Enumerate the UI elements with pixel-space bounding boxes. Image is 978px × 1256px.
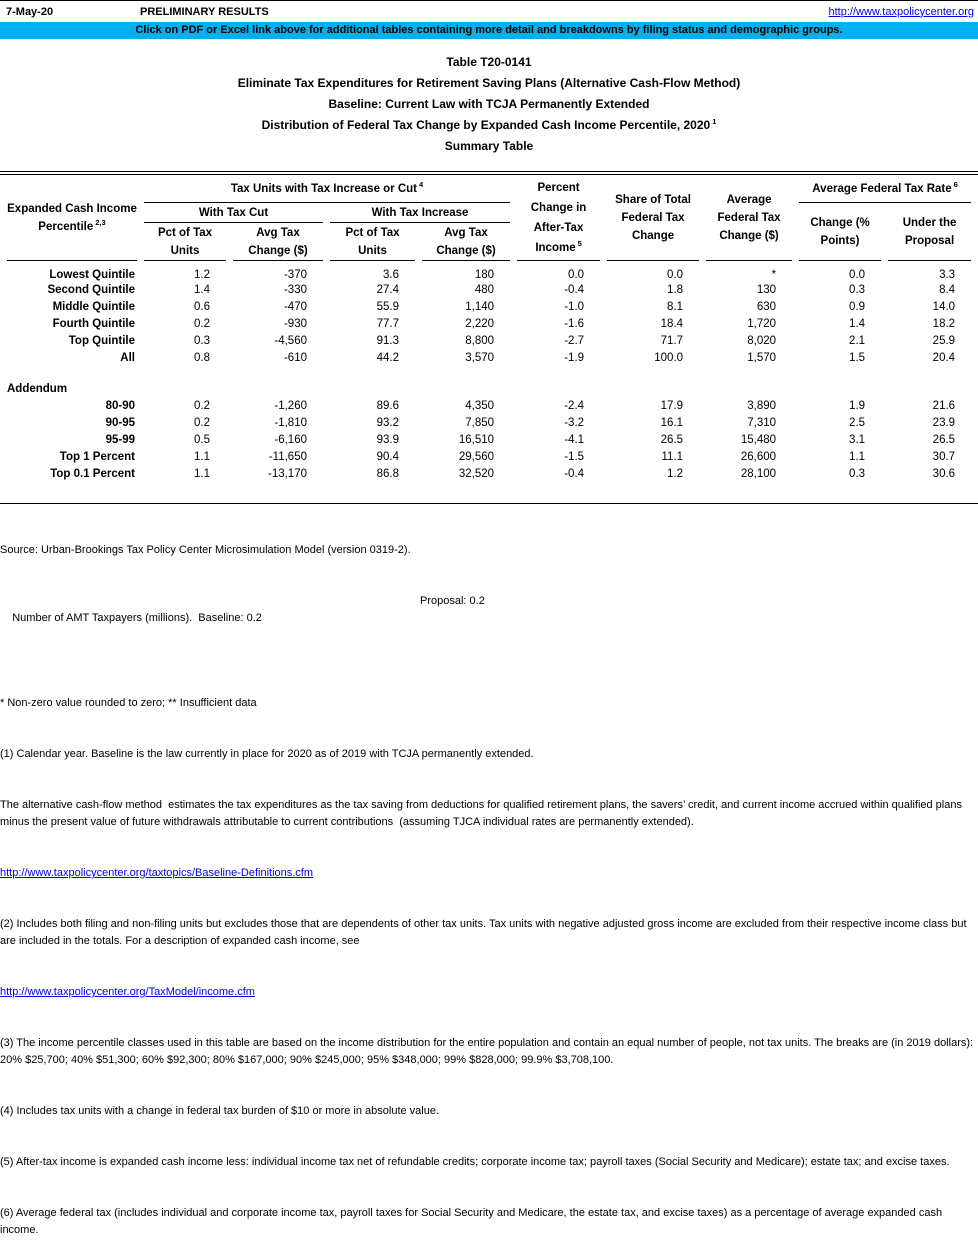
table-number-title: Table T20-0141 [446, 55, 532, 69]
income-definition-link[interactable]: http://www.taxpolicycenter.org/TaxModel/income.cfm [0, 986, 255, 998]
table-cell: 29,560 [458, 450, 495, 463]
addendum-label: Addendum [7, 382, 68, 395]
table-row [7, 349, 971, 366]
col-header-average-federal-tax-change: Average Federal Tax Change ($) [706, 175, 792, 261]
table-cell: 89.6 [376, 399, 399, 412]
table-cell: 0.3 [194, 334, 210, 347]
footnote-ref-6: 6 [953, 179, 958, 189]
table-cell: 1.9 [849, 399, 866, 412]
table-cell: 0.0 [849, 269, 866, 281]
title-block [0, 52, 978, 157]
table-cell: 0.2 [194, 399, 210, 412]
table-cell: 1.1 [849, 450, 866, 463]
table-cell: 20.4 [932, 351, 956, 364]
row-label: Top 1 Percent [59, 450, 135, 463]
table-cell: 26.5 [660, 433, 684, 446]
table-cell: 11.1 [661, 450, 684, 463]
table-cell: -930 [283, 317, 307, 330]
row-label: Top Quintile [68, 334, 135, 347]
table-cell: 17.9 [660, 399, 684, 412]
row-label: Lowest Quintile [49, 269, 135, 281]
table-cell: -13,170 [267, 467, 307, 480]
table-cell: -330 [283, 283, 307, 296]
footnote-ref-5: 5 [577, 238, 582, 248]
table-cell: 26,600 [740, 450, 777, 463]
proposal-title: Eliminate Tax Expenditures for Retirement Saving Plans (Alternative Cash-Flow Method) [237, 76, 741, 90]
table-cell: -1,260 [274, 399, 307, 412]
table-cell: -1.0 [564, 300, 585, 313]
row-label: Fourth Quintile [52, 317, 135, 330]
table-cell: 1.1 [194, 467, 210, 480]
table-cell: 26.5 [932, 433, 956, 446]
preliminary-results-label: PRELIMINARY RESULTS [140, 5, 269, 18]
table-cell: 0.5 [194, 433, 210, 446]
table-cell: 44.2 [376, 351, 399, 364]
table-cell: 1.8 [667, 283, 684, 296]
distribution-table [0, 175, 978, 482]
table-row [7, 281, 971, 298]
table-row [7, 431, 971, 448]
table-cell: 28,100 [740, 467, 777, 480]
table-cell: -1.9 [564, 351, 585, 364]
table-cell: 0.2 [194, 317, 210, 330]
table-cell: 3.6 [383, 269, 399, 281]
footnote-5: (5) After-tax income is expanded cash income less: individual income tax net of refundable credits; corporate income tax; payroll taxes (Social Security and Medicare); estate tax; and excise taxes. [0, 1156, 950, 1168]
footnotes [0, 508, 978, 1256]
col-header-avg-tax-change-cut: Avg Tax Change ($) [233, 223, 323, 261]
col-header-under-the-proposal: Under the Proposal [888, 203, 971, 261]
table-cell: 1,720 [747, 317, 777, 330]
addendum-header-row [7, 380, 971, 397]
table-cell: -1.6 [564, 317, 585, 330]
row-label: 95-99 [105, 433, 135, 446]
table-cell: -0.4 [564, 283, 585, 296]
baseline-definitions-link[interactable]: http://www.taxpolicycenter.org/taxtopics/Baseline-Definitions.cfm [0, 867, 314, 879]
col-group-average-federal-tax-rate: Average Federal Tax Rate $^6$ [799, 175, 971, 203]
table-cell: -6,160 [274, 433, 307, 446]
table-cell: 93.9 [376, 433, 399, 446]
table-cell: 90.4 [376, 450, 399, 463]
table-cell: 4,350 [465, 399, 495, 412]
table-cell: 0.3 [849, 283, 866, 296]
footnote-6: (6) Average federal tax (includes individual and corporate income tax, payroll taxes for Social Security and Medicare, the estate tax, and excise taxes) as a percentage of average expanded cash income. [0, 1207, 946, 1236]
footnote-1-continued: The alternative cash-flow method estimates the tax expenditures as the tax saving from deductions for qualified retirement plans, the savers’ credit, and current income accrued within qualified plans minus the present value of future withdrawals attributable to current contributions (assuming TJCA individual rates are permanently extended). [0, 799, 966, 828]
table-cell: -1.5 [564, 450, 585, 463]
footnote-1: (1) Calendar year. Baseline is the law currently in place for 2020 as of 2019 with TCJA permanently extended. [0, 748, 534, 760]
table-row [7, 414, 971, 431]
table-cell: 1.2 [194, 269, 210, 281]
table-cell: -4,560 [274, 334, 307, 347]
col-header-expanded-cash-income-percentile: Expanded Cash Income Percentile $^{2,3}$ [7, 175, 137, 261]
row-label: Middle Quintile [52, 300, 135, 313]
table-cell: 25.9 [932, 334, 956, 347]
table-cell: 7,310 [747, 416, 777, 429]
table-cell: 2.1 [849, 334, 866, 347]
table-cell: 77.7 [376, 317, 399, 330]
table-cell: 32,520 [458, 467, 495, 480]
source-note: Source: Urban-Brookings Tax Policy Center Microsimulation Model (version 0319-2). [0, 544, 411, 556]
col-header-avg-tax-change-increase: Avg Tax Change ($) [422, 223, 510, 261]
taxpolicycenter-link[interactable]: http://www.taxpolicycenter.org [828, 5, 974, 18]
table-cell: 480 [474, 283, 495, 296]
table-cell: 3.3 [939, 269, 956, 281]
table-cell: * [771, 269, 777, 281]
table-body [7, 261, 971, 482]
info-banner: Click on PDF or Excel link above for additional tables containing more detail and breakdowns by filing status and demographic groups. [0, 22, 978, 39]
table-cell: 30.7 [932, 450, 956, 463]
table-cell: 2,220 [465, 317, 495, 330]
table-cell: -2.4 [564, 399, 585, 412]
footnote-ref-4: 4 [419, 179, 424, 189]
baseline-title: Baseline: Current Law with TCJA Permanently Extended [328, 97, 650, 111]
row-label: Top 0.1 Percent [50, 467, 135, 480]
table-cell: 0.0 [568, 269, 585, 281]
distribution-title: Distribution of Federal Tax Change by Expanded Cash Income Percentile, 2020 $^1$ [261, 117, 717, 132]
table-cell: 0.0 [667, 269, 684, 281]
amt-taxpayers-note [0, 593, 978, 661]
footnote-ref-1: 1 [712, 117, 717, 126]
col-header-share-of-total-federal-tax-change: Share of Total Federal Tax Change [607, 175, 699, 261]
table-cell: 8,020 [747, 334, 777, 347]
row-label: Second Quintile [47, 283, 135, 296]
table-cell: 14.0 [932, 300, 956, 313]
row-label: 90-95 [105, 416, 135, 429]
top-header-bar [0, 1, 978, 22]
summary-table-title: Summary Table [444, 139, 534, 153]
table-cell: -1,810 [274, 416, 307, 429]
amt-baseline-label: Number of AMT Taxpayers (millions). Baseline: 0.2 [12, 612, 262, 624]
table-cell: 16.1 [660, 416, 684, 429]
table-cell: -11,650 [268, 450, 307, 463]
table-row [7, 315, 971, 332]
table-cell: 71.7 [660, 334, 684, 347]
table-cell: 16,510 [458, 433, 495, 446]
spacer-row [7, 366, 971, 380]
table-cell: 130 [756, 283, 777, 296]
table-cell: -470 [283, 300, 307, 313]
date-label: 7-May-20 [6, 5, 54, 18]
table-cell: 1,140 [465, 300, 495, 313]
table-cell: 91.3 [376, 334, 399, 347]
col-header-pct-of-tax-units-increase: Pct of Tax Units [330, 223, 415, 261]
table-cell: -0.4 [564, 467, 585, 480]
row-label: All [120, 351, 135, 364]
table-row [7, 448, 971, 465]
table-cell: 8.1 [667, 300, 684, 313]
table-cell: 1.4 [194, 283, 210, 296]
table-cell: 18.4 [660, 317, 684, 330]
table-cell: 3.1 [849, 433, 866, 446]
table-cell: 0.8 [194, 351, 210, 364]
col-header-change-pct-points: Change (% Points) [799, 203, 881, 261]
table-cell: 0.6 [194, 300, 210, 313]
table-cell: 86.8 [376, 467, 399, 480]
amt-proposal-label: Proposal: 0.2 [420, 595, 485, 607]
table-cell: 55.9 [376, 300, 399, 313]
table-cell: 1,570 [747, 351, 777, 364]
table-cell: 0.3 [849, 467, 866, 480]
footnote-4: (4) Includes tax units with a change in federal tax burden of $10 or more in absolute value. [0, 1105, 440, 1117]
table-cell: 1.4 [849, 317, 866, 330]
table-row [7, 332, 971, 349]
table-cell: 180 [474, 269, 495, 281]
row-label: 80-90 [105, 399, 135, 412]
table-cell: -3.2 [564, 416, 585, 429]
table-cell: 1.1 [194, 450, 210, 463]
footnote-3: (3) The income percentile classes used in this table are based on the income distribution for the entire population and contain an equal number of people, not tax units. The breaks are (in 2019 dollars): 20% $25,700; 40% $51,300; 60% $92,300; 80% $167,000; 90% $245,000; 95% $348,000; 99% $828,000; 99.9% $3,708,100. [0, 1037, 977, 1066]
table-header [7, 175, 971, 261]
table-cell: 630 [756, 300, 777, 313]
table-cell: 3,570 [465, 351, 495, 364]
col-group-with-tax-increase: With Tax Increase [330, 203, 510, 223]
table-cell: 18.2 [932, 317, 956, 330]
table-cell: -610 [283, 351, 307, 364]
table-cell: -370 [283, 269, 307, 281]
table-row [7, 397, 971, 414]
col-header-pct-of-tax-units-cut: Pct of Tax Units [144, 223, 226, 261]
table-cell: -4.1 [564, 433, 585, 446]
table-cell: 27.4 [376, 283, 399, 296]
table-cell: 100.0 [654, 351, 684, 364]
table-cell: 21.6 [932, 399, 956, 412]
col-group-tax-units-increase-or-cut: Tax Units with Tax Increase or Cut $^4$ [144, 175, 510, 203]
table-cell: 23.9 [932, 416, 956, 429]
table-cell: 93.2 [376, 416, 399, 429]
table-cell: 0.9 [849, 300, 866, 313]
table-cell: 8,800 [465, 334, 495, 347]
table-row [7, 465, 971, 482]
table-bottom-border [0, 503, 978, 504]
table-cell: 7,850 [465, 416, 495, 429]
table-cell: 2.5 [849, 416, 866, 429]
table-cell: 1.5 [849, 351, 866, 364]
table-cell: -2.7 [564, 334, 585, 347]
table-row [7, 298, 971, 315]
table-cell: 0.2 [194, 416, 210, 429]
col-header-percent-change-after-tax-income: Percent Change in After-Tax Income $^5$ [517, 175, 600, 261]
footnote-ref-2-3: 2,3 [95, 217, 106, 227]
table-cell: 3,890 [747, 399, 777, 412]
table-cell: 8.4 [939, 283, 956, 296]
table-cell: 30.6 [932, 467, 956, 480]
col-group-with-tax-cut: With Tax Cut [144, 203, 323, 223]
asterisk-note: * Non-zero value rounded to zero; ** Insufficient data [0, 697, 257, 709]
table-cell: 1.2 [667, 467, 684, 480]
footnote-2: (2) Includes both filing and non-filing units but excludes those that are dependents of other tax units. Tax units with negative adjusted gross income are excluded from their respective income class but are included in the totals. For a description of expanded cash income, see [0, 918, 970, 947]
table-cell: 15,480 [740, 433, 777, 446]
table-row [7, 261, 971, 281]
